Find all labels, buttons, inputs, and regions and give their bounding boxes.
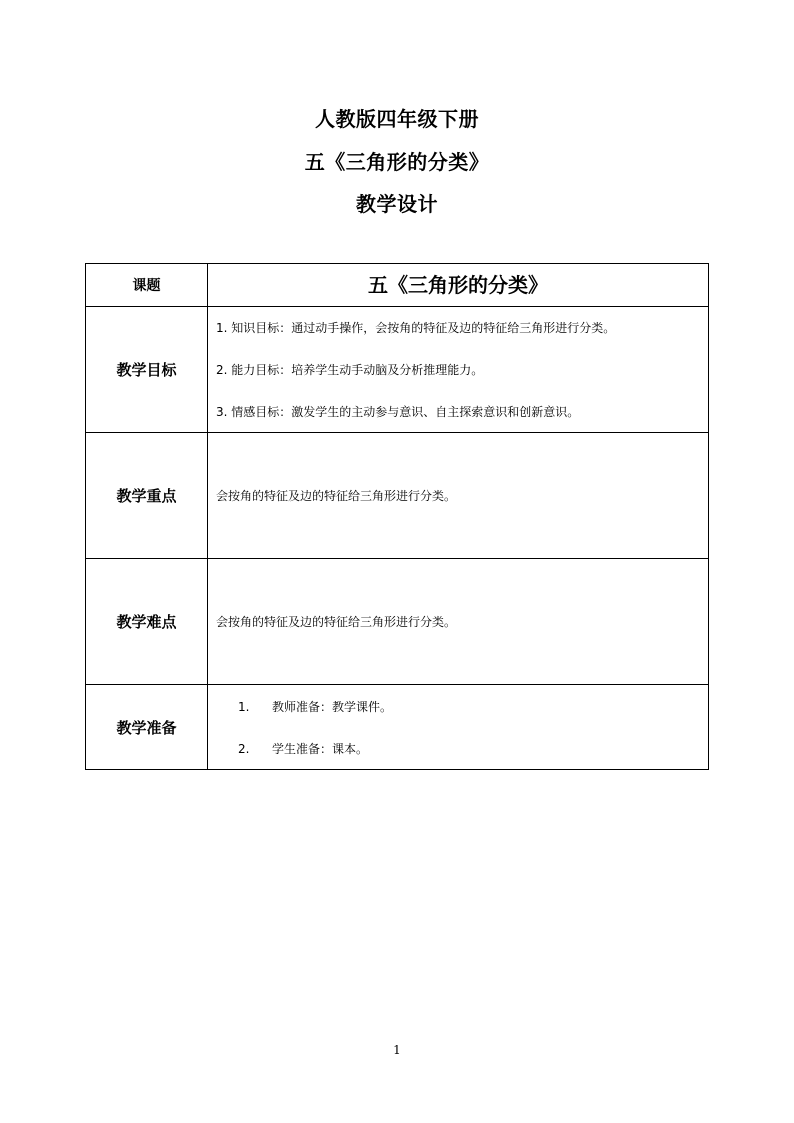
page-number: 1 [393,1043,401,1057]
preparation-cell [208,685,709,770]
preparation-list [208,686,708,768]
preparation-item-number: 2. [238,742,250,756]
key-points-label: 教学重点 [86,433,208,559]
objective-item: 1. 知识目标：通过动手操作，会按角的特征及边的特征给三角形进行分类。 [216,320,616,335]
difficulties-label: 教学难点 [86,559,208,685]
table-row-objectives [86,307,709,433]
key-points-value: 会按角的特征及边的特征给三角形进行分类。 [216,488,457,503]
table-row-topic [86,264,709,307]
table-row-difficulties [86,559,709,685]
table-row-preparation [86,685,709,770]
document-title-line-1: 人教版四年级下册 [315,107,479,131]
key-points-cell [208,433,709,559]
difficulties-value: 会按角的特征及边的特征给三角形进行分类。 [216,614,457,629]
preparation-item [238,698,708,716]
preparation-label: 教学准备 [86,685,208,770]
preparation-item [238,740,708,758]
objectives-label: 教学目标 [86,307,208,433]
lesson-plan-table [85,263,709,770]
objective-item: 3. 情感目标：激发学生的主动参与意识、自主探索意识和创新意识。 [216,404,580,419]
topic-label: 课题 [86,264,208,307]
difficulties-cell [208,559,709,685]
preparation-item-number: 1. [238,700,250,714]
preparation-item-text: 学生准备：课本。 [272,742,369,756]
table-row-key-points [86,433,709,559]
document-title-line-3: 教学设计 [356,192,438,216]
objectives-list [208,309,708,431]
preparation-item-text: 教师准备：教学课件。 [272,700,393,714]
document-title-line-2: 五《三角形的分类》 [304,150,490,174]
objective-item: 2. 能力目标：培养学生动手动脑及分析推理能力。 [216,362,484,377]
objectives-cell [208,307,709,433]
topic-value: 五《三角形的分类》 [368,273,548,297]
topic-cell [208,264,709,307]
